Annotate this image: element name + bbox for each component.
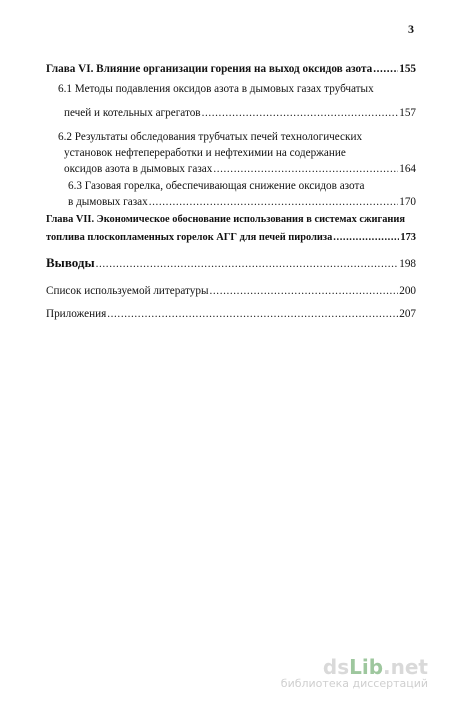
- toc-title: Выводы: [46, 255, 95, 270]
- toc-title-line: Глава VII. Экономическое обоснование использования в системах сжигания: [46, 214, 406, 225]
- toc-entry-chapter-7[interactable]: [46, 213, 416, 244]
- toc-entry-references[interactable]: [46, 285, 416, 298]
- toc-entry-chapter-6[interactable]: [46, 63, 416, 76]
- table-of-contents: [46, 63, 416, 321]
- toc-page: 164: [399, 163, 416, 175]
- toc-title-line: 6.3 Газовая горелка, обеспечивающая снижение оксидов азота: [68, 180, 365, 192]
- toc-leader: [333, 231, 399, 244]
- toc-title: оксидов азота в дымовых газах: [64, 163, 213, 175]
- toc-page: 200: [399, 285, 416, 297]
- toc-page: 173: [400, 232, 416, 243]
- toc-page: 198: [399, 258, 416, 270]
- toc-entry-appendices[interactable]: [46, 308, 416, 321]
- toc-leader: [213, 163, 398, 176]
- toc-entry-6-2[interactable]: [46, 131, 416, 176]
- toc-title-line: [46, 107, 416, 120]
- toc-title: Глава VI. Влияние организации горения на выход оксидов азота: [46, 63, 373, 75]
- toc-title-line: 6.1 Методы подавления оксидов азота в дымовых газах трубчатых: [58, 83, 374, 95]
- toc-page: 207: [399, 308, 416, 320]
- toc-title-line: 6.2 Результаты обследования трубчатых печей технологических: [58, 131, 363, 143]
- watermark-logo: dsLib.net: [322, 655, 428, 679]
- toc-page: 157: [399, 107, 416, 119]
- toc-title: Список используемой литературы: [46, 285, 209, 297]
- toc-leader: [210, 285, 399, 298]
- toc-page: 170: [399, 196, 416, 208]
- toc-title-line: [46, 163, 416, 176]
- toc-title: Приложения: [46, 308, 107, 320]
- toc-leader: [373, 63, 398, 76]
- toc-page: 155: [399, 63, 416, 75]
- toc-entry-conclusions[interactable]: [46, 256, 416, 271]
- toc-entry-6-1[interactable]: [46, 83, 416, 120]
- toc-title-line: [46, 196, 416, 209]
- toc-title: топлива плоскопламенных горелок АГГ для печей пиролиза: [46, 232, 333, 243]
- toc-entry-6-3[interactable]: [46, 180, 416, 209]
- toc-title-line: установок нефтепереработки и нефтехимии на содержание: [64, 147, 346, 159]
- watermark-subtitle: библиотека диссертаций: [280, 677, 428, 690]
- toc-title: печей и котельных агрегатов: [64, 107, 201, 119]
- toc-leader: [149, 196, 399, 209]
- toc-leader: [96, 258, 399, 271]
- toc-title: в дымовых газах: [68, 196, 148, 208]
- page-number: 3: [408, 22, 414, 36]
- watermark: [281, 657, 428, 690]
- toc-leader: [202, 107, 399, 120]
- toc-leader: [107, 308, 398, 321]
- toc-title-line: [46, 231, 416, 244]
